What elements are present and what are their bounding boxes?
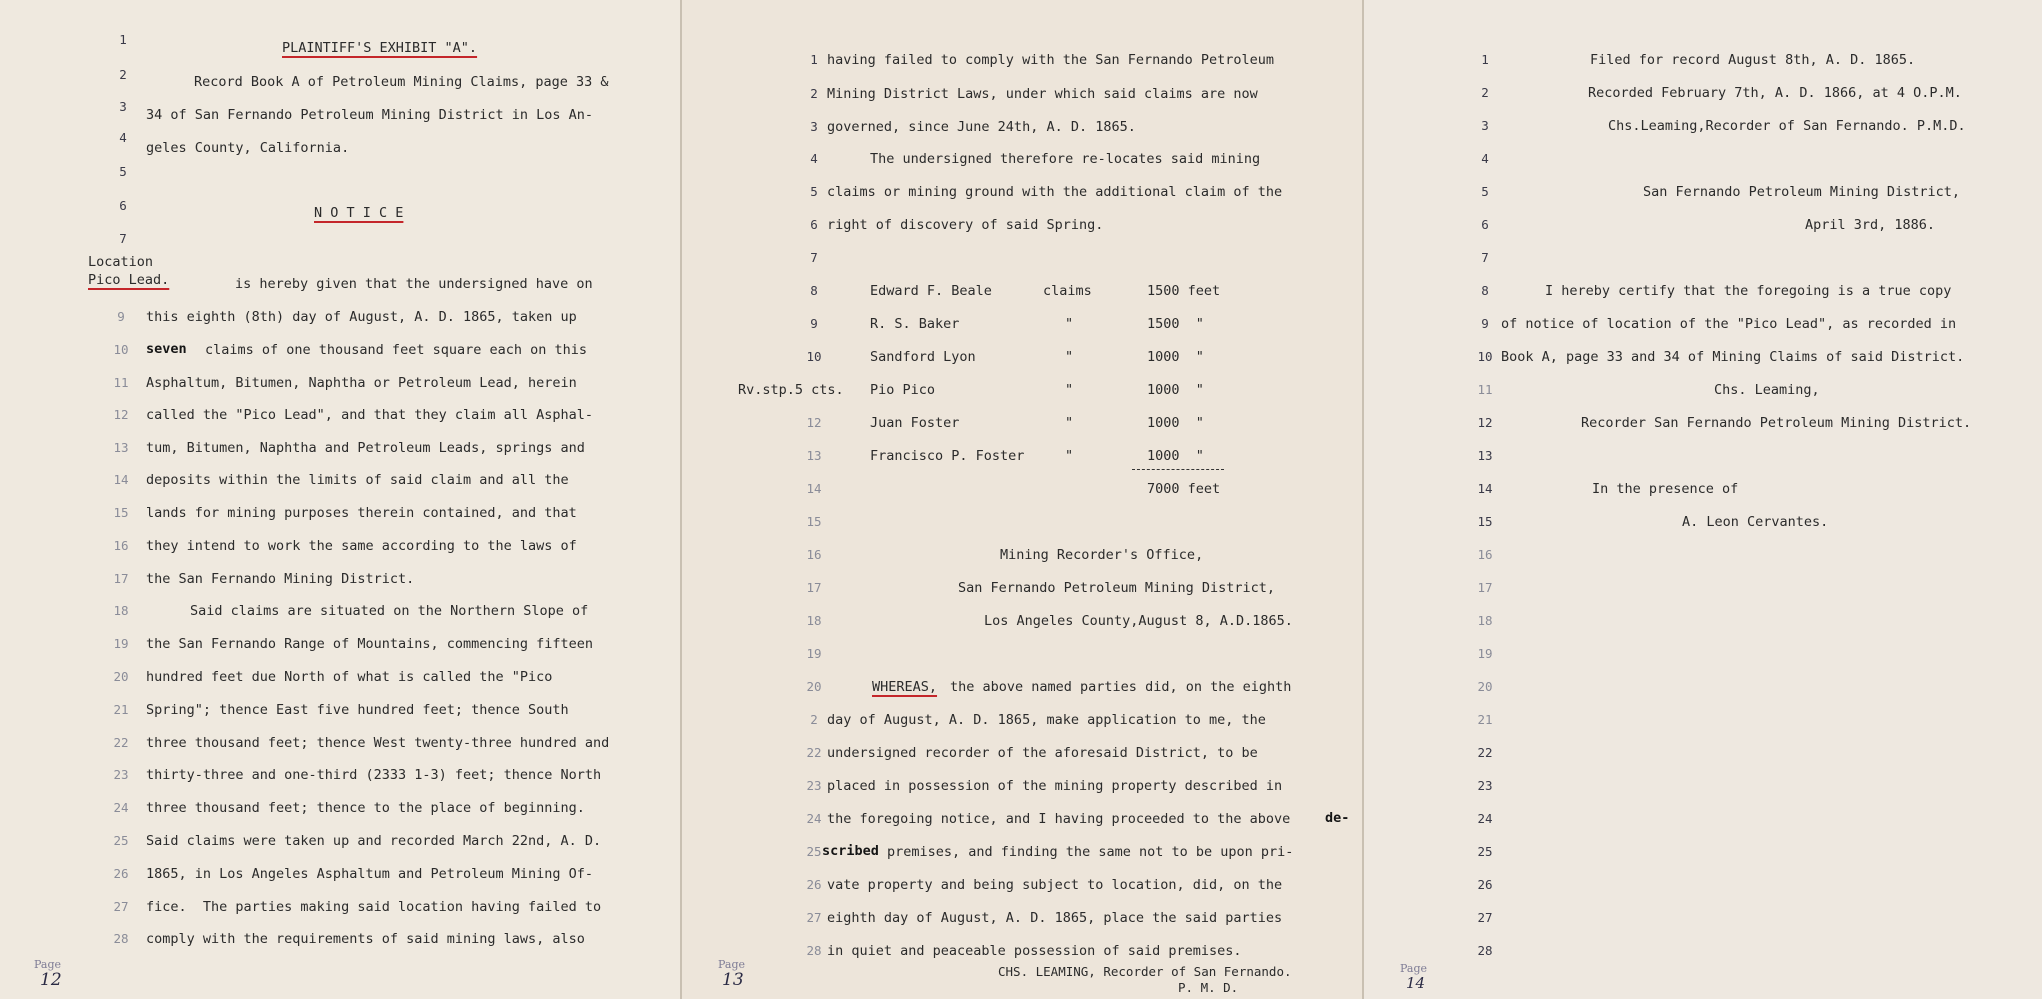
line-number: 12	[113, 407, 129, 422]
line-number: 19	[806, 646, 822, 661]
body-line: in quiet and peaceable possession of said premises.	[827, 943, 1242, 959]
handwritten-de: de-	[1325, 810, 1350, 826]
body-line: Said claims are situated on the Northern Slope of	[190, 603, 589, 619]
page-label: Page	[1400, 962, 1428, 975]
line-number: 22	[806, 745, 822, 760]
recorder-signature: CHS. LEAMING, Recorder of San Fernando.	[998, 964, 1292, 979]
claim-amount: 1000 "	[1147, 448, 1204, 464]
line-number: 14	[113, 472, 129, 487]
line-number: 8	[1481, 283, 1489, 298]
line-number: 10	[806, 349, 822, 364]
body-line: governed, since June 24th, A. D. 1865.	[827, 119, 1136, 135]
claim-name: Edward F. Beale	[870, 283, 992, 299]
line-number: 24	[1477, 811, 1493, 826]
claim-mark: "	[1065, 349, 1074, 365]
line-number: 12	[806, 415, 822, 430]
line-number: 20	[113, 669, 129, 684]
line-number: 18	[113, 603, 129, 618]
line-number: 3	[810, 119, 818, 134]
body-line: the San Fernando Range of Mountains, commencing fifteen	[146, 636, 594, 652]
filed-line: Filed for record August 8th, A. D. 1865.	[1590, 52, 1916, 68]
line-number: 15	[113, 505, 129, 520]
claim-name: Francisco P. Foster	[870, 448, 1025, 464]
certify-line: I hereby certify that the foregoing is a true copy	[1545, 283, 1952, 299]
page-label: Page	[34, 958, 62, 971]
line-number: 20	[806, 679, 822, 694]
line-number: 17	[113, 571, 129, 586]
recorded-line: Recorded February 7th, A. D. 1866, at 4 O.P.M.	[1588, 85, 1962, 101]
body-line: hundred feet due North of what is called the "Pico	[146, 669, 553, 685]
line-number: 26	[113, 866, 129, 881]
line-number: 28	[806, 943, 822, 958]
line-number: 20	[1477, 679, 1493, 694]
body-line: The undersigned therefore re-locates said mining	[870, 151, 1261, 167]
line-number: 10	[113, 342, 129, 357]
line-number: 1	[810, 52, 818, 67]
whereas-word: WHEREAS,	[872, 679, 938, 695]
line-number: 25	[113, 833, 129, 848]
claim-amount: 1000 "	[1147, 382, 1204, 398]
intro-line: 34 of San Fernando Petroleum Mining District in Los An-	[146, 107, 594, 123]
line-number: 9	[1481, 316, 1489, 331]
line-number: 14	[1477, 481, 1493, 496]
margin-note-revenue-stamp: Rv.stp.5 cts.	[738, 382, 844, 398]
body-line: Mining District Laws, under which said claims are now	[827, 86, 1258, 102]
certify-line: Book A, page 33 and 34 of Mining Claims of said District.	[1501, 349, 1965, 365]
intro-line: Record Book A of Petroleum Mining Claims, page 33 &	[194, 74, 609, 90]
line-number: 9	[810, 316, 818, 331]
line-number: 19	[1477, 646, 1493, 661]
office-line: Los Angeles County,August 8, A.D.1865.	[984, 613, 1293, 629]
claim-name: Sandford Lyon	[870, 349, 976, 365]
line-number: 2	[810, 712, 818, 727]
line-number: 6	[810, 217, 818, 232]
claim-mark: "	[1065, 382, 1074, 398]
body-line: undersigned recorder of the aforesaid District, to be	[827, 745, 1258, 761]
office-line: San Fernando Petroleum Mining District,	[958, 580, 1275, 596]
line-number: 1	[119, 32, 127, 47]
signer-title: Recorder San Fernando Petroleum Mining District.	[1581, 415, 1972, 431]
line-number: 6	[119, 198, 127, 213]
line-number: 18	[806, 613, 822, 628]
line-number: 17	[1477, 580, 1493, 595]
margin-note-location: Location	[88, 254, 154, 270]
claim-mark: claims	[1043, 283, 1092, 299]
body-line: day of August, A. D. 1865, make application to me, the	[827, 712, 1266, 728]
line-number: 28	[113, 931, 129, 946]
line-number: 4	[119, 130, 127, 145]
line-number: 27	[1477, 910, 1493, 925]
line-number: 1	[1481, 52, 1489, 67]
witness-name: A. Leon Cervantes.	[1682, 514, 1829, 530]
body-line: thirty-three and one-third (2333 1-3) feet; thence North	[146, 767, 602, 783]
line-number: 13	[806, 448, 822, 463]
line-number: 24	[113, 800, 129, 815]
line-number: 2	[119, 67, 127, 82]
body-line: claims of one thousand feet square each on this	[205, 342, 588, 358]
body-line: three thousand feet; thence West twenty-three hundred and	[146, 735, 610, 751]
body-line: vate property and being subject to location, did, on the	[827, 877, 1283, 893]
line-number: 5	[810, 184, 818, 199]
line-number: 12	[1477, 415, 1493, 430]
line-number: 11	[1477, 382, 1493, 397]
claim-amount: 1000 "	[1147, 349, 1204, 365]
claim-name: Pio Pico	[870, 382, 936, 398]
claim-amount: 1500 "	[1147, 316, 1204, 332]
intro-line: geles County, California.	[146, 140, 350, 156]
line-number: 7	[810, 250, 818, 265]
document-page-12	[0, 0, 680, 999]
line-number: 8	[810, 283, 818, 298]
district-line: San Fernando Petroleum Mining District,	[1643, 184, 1960, 200]
line-number: 14	[806, 481, 822, 496]
line-number: 15	[1477, 514, 1493, 529]
page-label: Page	[718, 958, 746, 971]
body-line: the San Fernando Mining District.	[146, 571, 415, 587]
handwritten-scribed: scribed	[822, 843, 879, 859]
body-line: lands for mining purposes therein contained, and that	[146, 505, 577, 521]
line-number: 26	[806, 877, 822, 892]
body-line: tum, Bitumen, Naphtha and Petroleum Leads, springs and	[146, 440, 585, 456]
claim-amount: 1000 "	[1147, 415, 1204, 431]
line-number: 26	[1477, 877, 1493, 892]
line-number: 25	[806, 844, 822, 859]
recorder-signature-district: P. M. D.	[1178, 980, 1239, 995]
date-line: April 3rd, 1886.	[1805, 217, 1936, 233]
body-line: eighth day of August, A. D. 1865, place the said parties	[827, 910, 1283, 926]
claims-total: 7000 feet	[1147, 481, 1221, 497]
line-number: 24	[806, 811, 822, 826]
body-line: deposits within the limits of said claim and all the	[146, 472, 569, 488]
line-number: 21	[113, 702, 129, 717]
line-number: 7	[1481, 250, 1489, 265]
margin-note-pico-lead: Pico Lead.	[88, 272, 170, 288]
line-number: 4	[1481, 151, 1489, 166]
line-number: 7	[119, 231, 127, 246]
page-number: 12	[40, 970, 62, 990]
line-number: 25	[1477, 844, 1493, 859]
body-line: having failed to comply with the San Fernando Petroleum	[827, 52, 1275, 68]
page-number: 14	[1406, 974, 1426, 992]
handwritten-seven: seven	[146, 341, 187, 357]
line-number: 3	[119, 99, 127, 114]
body-line: Asphaltum, Bitumen, Naphtha or Petroleum Lead, herein	[146, 375, 577, 391]
recorder-line: Chs.Leaming,Recorder of San Fernando. P.M.D.	[1608, 118, 1966, 134]
page-number: 13	[722, 970, 744, 990]
exhibit-title: PLAINTIFF'S EXHIBIT "A".	[282, 40, 478, 56]
line-number: 18	[1477, 613, 1493, 628]
body-line: 1865, in Los Angeles Asphaltum and Petroleum Mining Of-	[146, 866, 594, 882]
line-number: 3	[1481, 118, 1489, 133]
body-line: the foregoing notice, and I having proceeded to the above	[827, 811, 1291, 827]
line-number: 5	[119, 164, 127, 179]
line-number: 6	[1481, 217, 1489, 232]
claim-mark: "	[1065, 316, 1074, 332]
body-line: Spring"; thence East five hundred feet; thence South	[146, 702, 569, 718]
line-number: 16	[806, 547, 822, 562]
body-line: placed in possession of the mining property described in	[827, 778, 1283, 794]
claim-name: Juan Foster	[870, 415, 960, 431]
body-line: the above named parties did, on the eighth	[950, 679, 1292, 695]
claim-mark: "	[1065, 415, 1074, 431]
body-line: they intend to work the same according to the laws of	[146, 538, 577, 554]
line-number: 22	[1477, 745, 1493, 760]
body-line: claims or mining ground with the additional claim of the	[827, 184, 1283, 200]
body-line: comply with the requirements of said mining laws, also	[146, 931, 585, 947]
line-number: 27	[806, 910, 822, 925]
line-number: 27	[113, 899, 129, 914]
body-line: is hereby given that the undersigned have on	[235, 276, 593, 292]
body-line: right of discovery of said Spring.	[827, 217, 1104, 233]
line-number: 10	[1477, 349, 1493, 364]
line-number: 13	[113, 440, 129, 455]
line-number: 17	[806, 580, 822, 595]
line-number: 15	[806, 514, 822, 529]
line-number: 16	[113, 538, 129, 553]
line-number: 28	[1477, 943, 1493, 958]
body-line: Said claims were taken up and recorded March 22nd, A. D.	[146, 833, 602, 849]
line-number: 16	[1477, 547, 1493, 562]
line-number: 13	[1477, 448, 1493, 463]
line-number: 23	[806, 778, 822, 793]
line-number: 22	[113, 735, 129, 750]
line-number: 5	[1481, 184, 1489, 199]
office-line: Mining Recorder's Office,	[1000, 547, 1204, 563]
line-number: 2	[810, 86, 818, 101]
document-page-14	[1364, 0, 2042, 999]
certify-line: of notice of location of the "Pico Lead", as recorded in	[1501, 316, 1957, 332]
line-number: 11	[113, 375, 129, 390]
body-line: premises, and finding the same not to be upon pri-	[887, 844, 1294, 860]
body-line: three thousand feet; thence to the place of beginning.	[146, 800, 585, 816]
claim-name: R. S. Baker	[870, 316, 960, 332]
line-number: 2	[1481, 85, 1489, 100]
line-number: 23	[1477, 778, 1493, 793]
line-number: 4	[810, 151, 818, 166]
presence-line: In the presence of	[1592, 481, 1739, 497]
body-line: called the "Pico Lead", and that they claim all Asphal-	[146, 407, 594, 423]
line-number: 9	[117, 309, 125, 324]
claim-amount: 1500 feet	[1147, 283, 1221, 299]
total-rule	[1132, 469, 1224, 470]
line-number: 23	[113, 767, 129, 782]
signer-name: Chs. Leaming,	[1714, 382, 1820, 398]
body-line: fice. The parties making said location having failed to	[146, 899, 602, 915]
document-page-13	[682, 0, 1362, 999]
body-line: this eighth (8th) day of August, A. D. 1865, taken up	[146, 309, 577, 325]
line-number: 19	[113, 636, 129, 651]
notice-heading: N O T I C E	[314, 205, 404, 221]
line-number: 21	[1477, 712, 1493, 727]
claim-mark: "	[1065, 448, 1074, 464]
